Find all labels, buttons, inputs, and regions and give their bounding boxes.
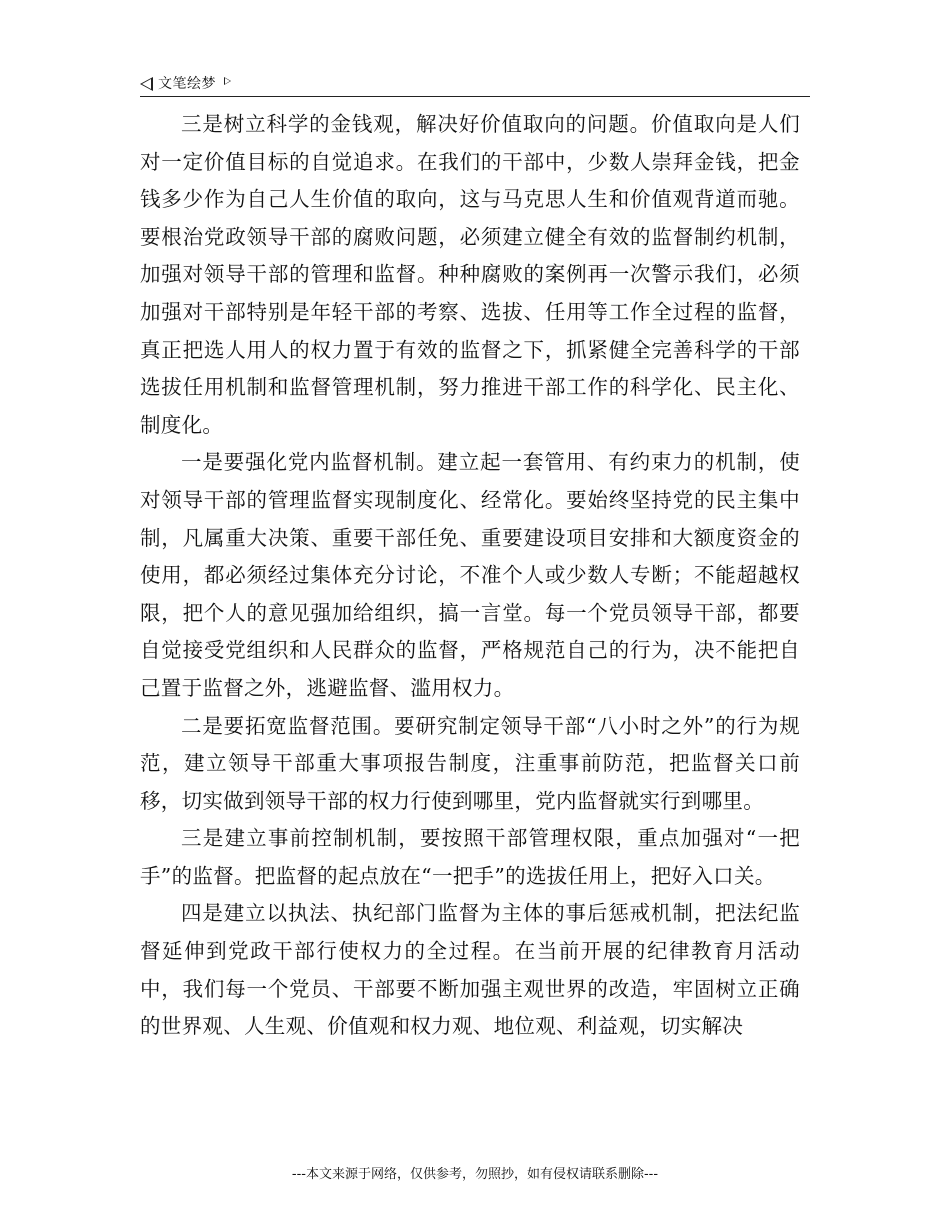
paragraph-3: 二是要拓宽监督范围。要研究制定领导干部“八小时之外”的行为规范，建立领导干部重大事项报告制度，注重事前防范，把监督关口前移，切实做到领导干部的权力行使到哪里，党内监督就实行到哪里。 [140,713,800,813]
document-body [140,106,800,1046]
triangle-right-icon [224,77,231,85]
paragraph-1: 三是树立科学的金钱观，解决好价值取向的问题。价值取向是人们对一定价值目标的自觉追求。在我们的干部中，少数人崇拜金钱，把金钱多少作为自己人生价值的取向，这与马克思人生和价值观背道而驰。要根治党政领导干部的腐败问题，必须建立健全有效的监督制约机制，加强对领导干部的管理和监督。种种腐败的案例再一次警示我们，必须加强对干部特别是年轻干部的考察、选拔、任用等工作全过程的监督，真正把选人用人的权力置于有效的监督之下，抓紧健全完善科学的干部选拔任用机制和监督管理机制，努力推进干部工作的科学化、民主化、制度化。 [140,112,800,437]
brand-name: 文笔绘梦 [158,76,216,92]
paragraph-2: 一是要强化党内监督机制。建立起一套管用、有约束力的机制，使对领导干部的管理监督实现制度化、经常化。要始终坚持党的民主集中制，凡属重大决策、重要干部任免、重要建设项目安排和大额度资金的使用，都必须经过集体充分讨论，不准个人或少数人专断；不能超越权限，把个人的意见强加给组织，搞一言堂。每一个党员领导干部，都要自觉接受党组织和人民群众的监督，严格规范自己的行为，决不能把自己置于监督之外，逃避监督、滥用权力。 [140,450,800,700]
triangle-left-icon [140,77,153,91]
paragraph-4: 三是建立事前控制机制，要按照干部管理权限，重点加强对“一把手”的监督。把监督的起点放在“一把手”的选拔任用上，把好入口关。 [140,826,800,888]
page-header [140,72,810,97]
paragraph-5: 四是建立以执法、执纪部门监督为主体的事后惩戒机制，把法纪监督延伸到党政干部行使权力的全过程。在当前开展的纪律教育月活动中，我们每一个党员、干部要不断加强主观世界的改造，牢固树立正确的世界观、人生观、价值观和权力观、地位观、利益观，切实解决 [140,901,800,1039]
page-footer: ---本文来源于网络，仅供参考，勿照抄，如有侵权请联系删除--- [291,1167,659,1182]
